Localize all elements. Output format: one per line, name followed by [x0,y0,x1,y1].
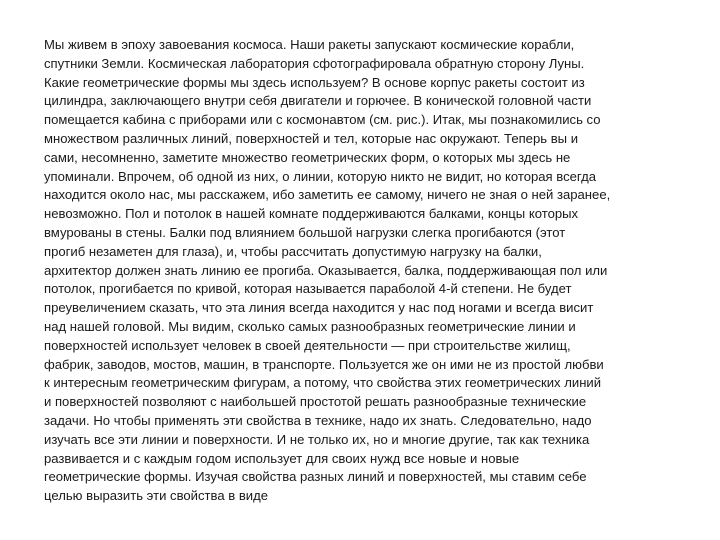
text-line: потолок, прогибается по кривой, которая называется параболой 4-й степени. Не будет [44,281,572,297]
text-line: упоминали. Впрочем, об одной из них, о линии, которую никто не видит, но которая всегда [44,168,597,184]
text-line: и поверхностей позволяют с наибольшей простотой решать разнообразные технические [44,394,587,410]
text-line: Какие геометрические формы мы здесь используем? В основе корпус ракеты состоит из [44,74,585,90]
text-line: архитектор должен знать линию ее прогиба. Оказывается, балка, поддерживающая пол или [44,262,608,278]
text-line: невозможно. Пол и потолок в нашей комнате поддерживаются балками, концы которых [44,206,579,222]
text-line: фабрик, заводов, мостов, машин, в транспорте. Пользуется же он ими не из простой любви [44,356,604,372]
text-line: целью выразить эти свойства в виде [44,488,269,504]
text-line: спутники Земли. Космическая лаборатория сфотографировала обратную сторону Луны. [44,55,585,71]
text-line: вмурованы в стены. Балки под влиянием большой нагрузки слегка прогибаются (этот [44,224,566,240]
text-line: над нашей головой. Мы видим, сколько самых разнообразных геометрические линии и [44,318,576,334]
text-line: сами, несомненно, заметите множество геометрических форм, о которых мы здесь не [44,149,571,165]
text-line: Мы живем в эпоху завоевания космоса. Наши ракеты запускают космические корабли, [44,37,575,52]
text-line: задачи. Но чтобы применять эти свойства в технике, надо их знать. Следовательно, надо [44,412,592,428]
text-line: помещается кабина с приборами или с космонавтом (см. рис.). Итак, мы познакомились со [44,112,601,128]
text-line: множеством различных линий, поверхностей и тел, которые нас окружают. Теперь вы и [44,130,579,146]
text-line: к интересным геометрическим фигурам, а потому, что свойства этих геометрических линий [44,375,602,391]
text-line: развивается и с каждым годом использует для своих нужд все новые и новые [44,450,520,466]
text-line: цилиндра, заключающего внутри себя двигатели и горючее. В конической головной части [44,93,592,109]
text-line: поверхностей использует человек в своей деятельности — при строительстве жилищ, [44,337,571,353]
text-line: геометрические формы. Изучая свойства разных линий и поверхностей, мы ставим себе [44,469,587,485]
text-line: прогиб незаметен для глаза), и, чтобы рассчитать допустимую нагрузку на балки, [44,243,542,259]
text-line: преувеличением сказать, что эта линия всегда находится у нас под ногами и всегда висит [44,300,594,316]
text-line: находится около нас, мы расскажем, ибо заметить ее самому, ничего не зная о ней заранее, [44,187,611,203]
text-line: изучать все эти линии и поверхности. И не только их, но и многие другие, так как техника [44,431,590,447]
body-text [44,36,684,506]
